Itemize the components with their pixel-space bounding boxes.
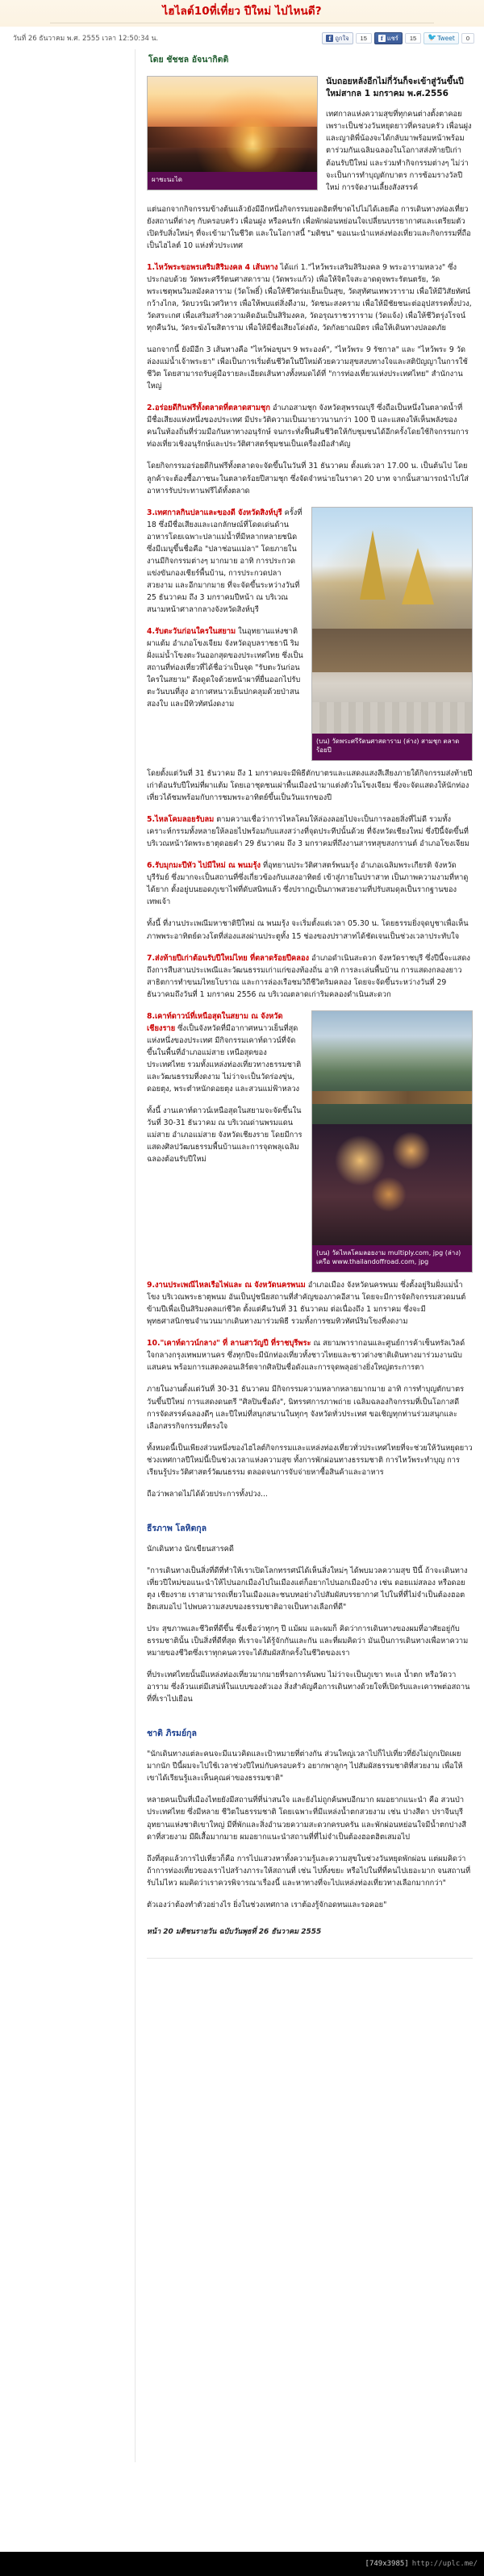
twitter-tweet-button[interactable]	[424, 32, 459, 44]
facebook-like-label: ถูกใจ	[335, 34, 349, 42]
closing-paragraph	[147, 1442, 473, 1478]
item-number: 6.รับมุกมะปีหัว ไปมีใหม่ ณ พนมรุ้ง	[147, 861, 261, 871]
footer-watermark	[0, 2552, 484, 2576]
publish-date: วันที่ 26 ธันวาคม พ.ศ. 2555 เวลา 12:50:34 น.	[13, 35, 159, 44]
item-body: อำเภอสามชุก จังหวัดสุพรรณบุรี ซึ่งถือเป็นหนึ่งในตลาดน้ำที่มีชื่อเสียงแห่งหนึ่งของประเทศ มีประวัติความเป็นมายาวนานกว่า 100 ปี และแสดงให้เห็นพลังของคนในท้องถิ่นที่ร่วมมือกันหาทางอนุรักษ์ จนกระทั่งฟื้นคืนชีวิตให้กับชุมชนได้อีกครั้งโดยใช้กิจกรรมการท่องเที่ยวเชิงอนุรักษ์และประวัติศาสตร์ชุมชนเป็นเครื่องมือสำคัญ	[147, 404, 469, 450]
photo-caption: (บน) วัดไหลโคมลอยงาม multiply.com, jpg (ล่าง) เครือ www.thailandoffroad.com, jpg	[312, 1245, 472, 1272]
item-body: อำเภอดำเนินสะดวก จังหวัดราชบุรี ซึ่งปีนี้จะแสดงถึงการสืบสานประเพณีและวัฒนธรรมเก่าแก่ของท้องถิ่น อาทิ การละเล่นพื้นบ้าน การแสดงกลองยาว สาธิตการทำขนมไทยโบราณ และการล่องเรือชมวิถีชีวิตริมคลอง โดยจะจัดขึ้นระหว่างวันที่ 29 ธันวาคมถึงวันที่ 1 มกราคม 2556 ณ บริเวณตลาดเก่าริมคลองดำเนินสะดวก	[147, 953, 470, 999]
list-item	[147, 859, 473, 908]
twitter-bird-icon: 🐦	[428, 33, 437, 42]
item-number: 5.ไหลโคมลอยรับลม	[147, 815, 215, 825]
item-number: 9.งานประเพณีไหลเรือไฟและ ณ จังหวัดนครพนม	[147, 1281, 306, 1290]
list-item	[147, 952, 473, 1001]
social-buttons	[322, 32, 474, 44]
tweet-label: Tweet	[437, 34, 455, 42]
list-item	[147, 1383, 473, 1432]
list-item	[147, 261, 473, 334]
lead-paragraph: นับถอยหลังอีกไม่กี่วันก็จะเข้าสู่วันขึ้นปีใหม่สากล 1 มกราคม พ.ศ.2556	[326, 76, 464, 99]
author-quote: "การเดินทางเป็นสิ่งที่ดีที่ทำให้เราเปิดโลกทรรศน์ได้เห็นสิ่งใหม่ๆ ได้พบมวลความสุข ปีนี้ ถ้าจะเดินทางเที่ยวปีใหม่ขอแนะนำให้ไปนอกเมืองไปในเมืองแต่ก็อยากไปนอกเมืองบ้าง เช่น ดอยแม่สลอง หรือดอยตุง เชียงราย เราสามารถเที่ยวในเมืองและชนบทอย่างไปสัมผัสบรรยากาศ ไปในที่ที่ไม่จำเป็นต้องฮอตฮิตเสมอไป ไปพบความสงบของธรรมชาติอาจเป็นทางเลือกที่ดี"	[147, 1566, 468, 1612]
page-title: ไฮไลต์10ที่เที่ยว ปีใหม่ ไปไหนดี?	[162, 5, 322, 18]
market-photo-image	[312, 629, 472, 734]
boats-photo-image	[312, 1011, 472, 1124]
item-number: 7.ส่งท้ายปีเก่าต้อนรับปีใหม่ไทย ที่ตลาดร้อยปีคลอง	[147, 953, 310, 963]
item-body: ครั้งที่ 18 ซึ่งมีชื่อเสียงและเอกลักษณ์ที่โดดเด่นด้านอาหารโดยเฉพาะปลาแม่น้ำที่มีหลากหลายชนิดซึ่งมีเมนูขึ้นชื่อคือ "ปลาช่อนแม่ลา" โดยภายในงานมีกิจกรรมต่างๆ มากมาย อาทิ การประกวดแข่งขันกองเชียร์พื้นบ้าน, การประกวดปลาสวยงาม และอีกมากมาย ที่จะจัดขึ้นระหว่างวันที่ 25 ธันวาคม ถึง 3 มกราคมปีหน้า ณ บริเวณสนามหน้าศาลากลางจังหวัดสิงห์บุรี	[147, 508, 302, 614]
facebook-like-button[interactable]	[322, 32, 353, 44]
facebook-like-count: 15	[356, 33, 372, 44]
item-body: ที่อุทยานประวัติศาสตร์พนมรุ้ง อำเภอเฉลิมพระเกียรติ จังหวัดบุรีรัมย์ ซึ่งมากจะเป็นสถานที่ซึ่งเกี่ยวข้องกับแสงอาทิตย์ เข้าสู่ภายในปราสาท เป็นภาพความงามที่หาดูได้ยาก ตั้งอยู่บนยอดภูเขาไฟที่ดับสนิทแล้ว ซึ่งปรากฏเป็นภาพสวยงามที่ปรับสมดุลเป็นรากฐานของเทพเจ้า	[147, 861, 469, 907]
article-photo-1	[147, 76, 318, 190]
author-quote: "นักเดินทางแต่ละคนจะมีแนวคิดและเป้าหมายที่ต่างกัน ส่วนใหญ่เวลาไปก็ไปเที่ยวที่ยังไม่ถูกเปิดเผยมากนัก ปีนี้ผมจะไปใช้เวลาช่วงปีใหม่กับครอบครัว อยากพาลูกๆ ไปสัมผัสธรรมชาติที่สวยงาม เพื่อให้เขาได้เรียนรู้และเห็นคุณค่าของธรรมชาติ"	[147, 1750, 463, 1784]
facebook-icon: f	[378, 35, 386, 42]
item-number: 8.เคาท์ดาวน์ที่เหนือสุดในสยาม ณ จังหวัดเชียงราย	[147, 1011, 283, 1033]
list-item	[147, 813, 473, 850]
facebook-icon: f	[326, 35, 333, 42]
list-item	[147, 344, 473, 392]
article-column	[136, 49, 484, 2462]
left-gutter	[0, 49, 136, 2462]
author-quote-3: ถึงที่สุดแล้วการไปเที่ยวก็คือ การไปแสวงหาทั้งความรู้และความสุขในช่วงวันหยุดพักผ่อน แต่ผมคิดว่าถ้าการท่องเที่ยวของเราไปสร้างภาระให้สถานที่ เช่น ไปทิ้งขยะ หรือไปในที่ที่คนไปเยอะมาก จนสถานที่รับไม่ไหว ผมคิดว่าเราควรพิจารณาเรื่องนี้ และหาทางที่จะไปแหล่งท่องเที่ยวทางเลือกมากกว่า"	[147, 1854, 471, 1888]
image-dimensions: [749x3985]	[365, 2560, 409, 2568]
author-quote-2: หลายคนเป็นที่เมืองไทยยังมีสถานที่ที่น่าสนใจ และยังไม่ถูกค้นพบอีกมาก ผมอยากแนะนำ คือ สวนป่าประเทศไทย ซึ่งมีหลาย ชีวิตในธรรมชาติ โดยเฉพาะที่มีแหล่งน้ำตกสวยงาม เช่น ปางสีดา ปราจีนบุรี อุทยานแห่งชาติเขาใหญ่ มีที่พักและสิ่งอำนวยความสะดวกครบครัน และพักผ่อนหย่อนใจมีน้ำตกปางสีดาที่สวยงาม มีผีเสื้อมากมาย ผมอยากแนะนำสถานที่ที่ไม่จำเป็นต้องฮอตฮิตเสมอไป	[147, 1796, 467, 1842]
item-number: 4.รับตะวันก่อนใครในสยาม	[147, 627, 236, 637]
article-photo-2	[311, 507, 473, 761]
list-item	[147, 767, 473, 804]
tail-quote: ตัวเองว่าต้องทำตัวอย่างไร ยิ่งในช่วงเทศกาล เราต้องรู้จักอดทนและรอคอย"	[147, 1900, 387, 1909]
item-body: ถือว่าพลาดไม่ได้ด้วยประการทั้งปวง...	[147, 1489, 268, 1499]
intro-paragraph: เทศกาลแห่งความสุขที่ทุกคนต่างตั้งตาคอย เพราะเป็นช่วงวันหยุดยาวที่ครอบครัว เพื่อนฝูง และญาติพี่น้องจะได้กลับมาพร้อมหน้าพร้อมตาร่วมกันเฉลิมฉลองในโอกาสส่งท้ายปีเก่าต้อนรับปีใหม่ และร่วมทำกิจกรรมต่างๆ ไม่ว่าจะเป็นการทำบุญตักบาตร การซ้อมรางวัลปีใหม่ การจัดงานเลี้ยงสังสรรค์	[326, 110, 472, 192]
item-number: 10."เคาท์ดาวน์กลาง" ที่ ลานสาวัญปี ที่ราชบุรีพระ	[147, 1339, 311, 1349]
source-line: หน้า 20 มติชนรายวัน ฉบับวันพุธที่ 26 ธันวาคม 2555	[147, 1927, 322, 1936]
temple-photo-image	[312, 508, 472, 629]
byline: โดย ชัชชล อัจนากิตติ	[148, 54, 229, 65]
item-body: ทั้งนี้ งานเคาท์ดาวน์เหนือสุดในสยามจะจัดขึ้นในวันที่ 30-31 ธันวาคม ณ บริเวณด่านพรมแดนแม่สาย อำเภอแม่สาย จังหวัดเชียงราย โดยมีการแสดงศิลปวัฒนธรรมพื้นบ้านและการจุดพลุเฉลิมฉลองต้อนรับปีใหม่	[147, 1106, 302, 1165]
item-body: โดยกิจกรรมอร่อยดีกินฟรีทั้งตลาดจะจัดขึ้นในวันที่ 31 ธันวาคม ตั้งแต่เวลา 17.00 น. เป็นต้นไป โดยลูกค้าจะต้องซื้อภาชนะในตลาดร้อยปีสามชุก ซึ่งจัดจำหน่ายในราคา 20 บาท จากนั้นสามารถนำไปใส่อาหารรับประทานฟรีได้ทั้งตลาด	[147, 462, 469, 496]
list-item	[147, 402, 473, 450]
facebook-share-count: 15	[405, 33, 421, 44]
item-body: โดยตั้งแต่วันที่ 31 ธันวาคม ถึง 1 มกราคมจะมีพิธีตักบาตรและแสดงแสงสีเสียงภายใต้กิจกรรมส่งท้ายปีเก่าต้อนรับปีใหม่ที่ผาแต้ม โดยเอาชุดชนเผ่าพื้นเมืองนำมาแต่งตัวในโขงเจียม ซึ่งจะจัดแสดงให้นักท่องเที่ยวได้ชมพร้อมกับการชมพระอาทิตย์ขึ้นเป็นวันแรกของปี	[147, 769, 473, 803]
author-name: ชาติ ภิรมย์กุล	[147, 1729, 197, 1739]
facebook-share-button[interactable]	[374, 32, 403, 44]
sunset-photo-image	[148, 77, 317, 172]
list-item	[147, 918, 473, 942]
item-body: ได้แก่ 1."ไหว้พระเสริมสิริมงคล 9 พระอารามหลวง" ซึ่งประกอบด้วย วัดพระศรีรัตนศาสดาราม (วัดพระแก้ว) เพื่อให้จิตใจสะอาดดุจพระรัตนตรัย, วัดพระเชตุพนวิมลมังคลาราม (วัดโพธิ์) เพื่อให้ชีวิตร่มเย็นเป็นสุข, วัดสุทัศนเทพวราราม เพื่อให้มีวิสัยทัศน์กว้างไกล, วัดบวรนิเวศวิหาร เพื่อให้พบแต่สิ่งดีงาม, วัดชนะสงคราม เพื่อให้มีชัยชนะต่ออุปสรรคทั้งปวง, วัดสระเกศ เพื่อเสริมสร้างความคิดอันเป็นสิริมงคล, วัดอรุณราชวราราม (วัดแจ้ง) เพื่อให้ชีวิตรุ่งโรจน์ทุกคืนวัน, วัดระฆังโฆสิตาราม เพื่อให้มีชื่อเสียงโด่งดัง, วัดกัลยาณมิตร เพื่อให้เดินทางปลอดภัย	[147, 262, 472, 333]
author-quote-2: ประ สุขภาพและชีวิตที่ดีขึ้น ซึ่งเชื่อว่าทุกๆ ปี แม้ผม และผมก็ คิดว่าการเดินทางของผมที่อาศัยอยู่กับธรรมชาตินั้น เป็นสิ่งที่ดีที่สุด ที่เราจะได้รู้จักกันและกัน และที่ผมคิดว่า มันเป็นการเดินทางเพื่อหาความหมายของชีวิตซึ่งเราทุกคนควรจะได้สัมผัสสักครั้งในชีวิตของเรา	[147, 1625, 469, 1658]
list-item	[147, 1279, 473, 1328]
facebook-share-label: แชร์	[386, 34, 398, 42]
photo-caption: ผาชะนะได	[148, 172, 317, 190]
item-body: ซึ่งเป็นจังหวัดที่มีอากาศหนาวเย็นที่สุดแห่งหนึ่งของประเทศ มีกิจกรรมเคาท์ดาวน์ที่จัดขึ้นในพื้นที่อำเภอแม่สาย เหนือสุดของประเทศไทย รวมทั้งแหล่งท่องเที่ยวทางธรรมชาติและวัฒนธรรมที่งดงาม ไม่ว่าจะเป็นวัดร่องขุ่น, ดอยตุง, พระตำหนักดอยตุง และสวนแม่ฟ้าหลวง	[147, 1023, 302, 1094]
closing-line	[147, 1488, 473, 1500]
item-number: 2.อร่อยดีกินฟรีทั้งตลาดที่ตลาดสามชุก	[147, 404, 270, 413]
author-quote-3: ที่ประเทศไทยนั้นมีแหล่งท่องเที่ยวมากมายที่รอการค้นพบ ไม่ว่าจะเป็นภูเขา ทะเล น้ำตก หรือวัดวาอาราม ซึ่งล้วนแต่มีเสน่ห์ในแบบของตัวเอง สิ่งสำคัญคือการเดินทางด้วยใจที่เปิดรับและเคารพต่อสถานที่ที่เราไปเยือน	[147, 1671, 470, 1704]
bottom-divider	[147, 1958, 473, 1959]
meta-row	[0, 27, 484, 49]
source-url: http://uplc.me/	[411, 2560, 478, 2568]
highlight-paragraph: แต่นอกจากกิจกรรมข้างต้นแล้วยังมีอีกหนึ่งกิจกรรมยอดฮิตที่ขาดไปไม่ได้เลยคือ การเดินทางท่องเที่ยวยังสถานที่ต่างๆ กับครอบครัว เพื่อนฝูง หรือคนรัก เพื่อพักผ่อนหย่อนใจเปลี่ยนบรรยากาศและเตรียมตัวเปิดรับสิ่งใหม่ๆ ที่จะเข้ามาในชีวิต และในโอกาสนี้ "มติชน" ขอแนะนำแหล่งท่องเที่ยวและกิจกรรมที่ถือเป็นไฮไลต์ 10 แห่งทั่วประเทศ	[147, 204, 471, 250]
author-name: ธีรภาพ โลหิตกุล	[147, 1523, 207, 1533]
item-body: ในอุทยานแห่งชาติผาแต้ม อำเภอโขงเจียม จังหวัดอุบลราชธานี ริมฝั่งแม่น้ำโขงตะวันออกสุดของประเทศไทย ซึ่งเป็นสถานที่ท่องเที่ยวที่ได้ชื่อว่าเป็นจุด "รับตะวันก่อนใครในสยาม" ดึงดูดใจด้วยหน้าผาที่ยื่นออกไปรับตะวันบนที่สูง อากาศหนาวเย็นปกคลุมด้วยป่าสนสองใบ และมีทิวทัศน์งดงาม	[147, 627, 303, 709]
photo-caption: (บน) วัดพระศรีรัตนศาสดาราม (ล่าง) สามชุก ตลาดร้อยปี	[312, 734, 472, 760]
author-role: นักเดินทาง นักเขียนสารคดี	[147, 1544, 234, 1554]
item-body: ทั้งนี้ ที่งานประเพณีมหาชาติปีใหม่ ณ พนมรุ้ง จะเริ่มตั้งแต่เวลา 05.30 น. โดยธรรมยิ่งจุดบูชาเพื่อเห็นภาพพระอาทิตย์ดวงโตที่ส่องแสงผ่านประตูทั้ง 15 ช่องของปราสาทได้ชัดเจนเป็นช่วงเวลาประทับใจ	[147, 919, 469, 941]
item-body: ณ สยามพารากอนและศูนย์การค้าเซ็นทรัลเวิลด์ ใจกลางกรุงเทพมหานคร ซึ่งทุกปีจะมีนักท่องเที่ยวทั้งชาวไทยและชาวต่างชาติเดินทางมาร่วมงานนับแสนคน พร้อมการแสดงคอนเสิร์ตจากศิลปินชื่อดังและการจุดพลุอย่างยิ่งใหญ่ตระการตา	[147, 1339, 465, 1373]
content-wrapper	[0, 49, 484, 2462]
item-number: 1.ไหว้พระขอพรเสริมสิริมงคล 4 เส้นทาง	[147, 262, 278, 272]
item-number: 3.เทศกาลกินปลาและของดี จังหวัดสิงห์บุรี	[147, 508, 282, 517]
item-body: ทั้งหมดนี้เป็นเพียงส่วนหนึ่งของไฮไลต์กิจกรรมและแหล่งท่องเที่ยวทั่วประเทศไทยที่จะช่วยให้วันหยุดยาวช่วงเทศกาลปีใหม่นี้เป็นช่วงเวลาแห่งความสุข ทั้งการพักผ่อนทางธรรมชาติ การไหว้พระทำบุญ การเรียนรู้ประวัติศาสตร์วัฒนธรรม ตลอดจนการจับจ่ายหาซื้อสินค้าและอาหาร	[147, 1443, 473, 1477]
item-body: ภายในงานตั้งแต่วันที่ 30-31 ธันวาคม มีกิจกรรมความหลากหลายมากมาย อาทิ การทำบุญตักบาตรวันขึ้นปีใหม่ การแสดงดนตรี "ศิลปินชื่อดัง", นิทรรศการภาพถ่าย เฉลิมฉลองกิจกรรมที่เป็นโอกาสดี การจัดสรรค์ฉลองดีๆ และปีใหม่ที่สนุกสนานในทุกๆ จังหวัดทั่วประเทศ ขอเชิญทุกท่านร่วมสนุกและเลือกสรรกิจกรรมที่ตรงใจ	[147, 1385, 465, 1431]
article-photo-3	[311, 1010, 473, 1273]
list-item	[147, 460, 473, 496]
item-body: ตามความเชื่อว่าการไหลโคมให้ล่องลอยไปจะเป็นการลอยสิ่งที่ไม่ดี รวมทั้งเคราะห์กรรมทั้งหลายให้ลอยไปพร้อมกับแสงสว่างที่จุดประทีปนั้นด้วย ที่จังหวัดเชียงใหม่ ซึ่งปีนี้จัดขึ้นที่บริเวณหน้าวัดพระธาตุดอยคำ 29 ธันวาคม ถึง 3 มกราคมที่ถึงงานสารทสุขสงกรานต์ อำเภอโขงเจียม	[147, 815, 469, 849]
tweet-count: 0	[461, 33, 474, 44]
item-body: นอกจากนี้ ยังมีอีก 3 เส้นทางคือ "ไหว้พ่อขุนฯ 9 พระองค์", "ไหว้พระ 9 รัชกาล" และ "ไหว้พระ 9 วัด ล่องแม่น้ำเจ้าพระยา" เพื่อเป็นการเริ่มต้นชีวิตในปีใหม่ด้วยความสุขสงบทางใจและสติปัญญาในการใช้ชีวิต โดยสามารถรับคู่มือรายละเอียดเส้นทางทั้งหมดได้ที่ "การท่องเที่ยวแห่งประเทศไทย" สำนักงานใหญ่	[147, 345, 468, 391]
title-band	[0, 0, 484, 27]
item-body: อำเภอเมือง จังหวัดนครพนม ซึ่งตั้งอยู่ริมฝั่งแม่น้ำโขง บริเวณพระธาตุพนม อันเป็นปูชนียสถานที่สำคัญของภาคอีสาน โดยจะมีการจัดกิจกรรมสวดมนต์ข้ามปีเพื่อเป็นสิริมงคลแก่ชีวิต ตั้งแต่คืนวันที่ 31 ธันวาคม ต่อเนื่องถึง 1 มกราคม ซึ่งจะมีพุทธศาสนิกชนจำนวนมากเดินทางมาร่วมพิธี รวมทั้งการชมทิวทัศน์ริมโขงที่งดงาม	[147, 1281, 466, 1327]
list-item	[147, 1337, 473, 1374]
lantern-photo-image	[312, 1124, 472, 1245]
